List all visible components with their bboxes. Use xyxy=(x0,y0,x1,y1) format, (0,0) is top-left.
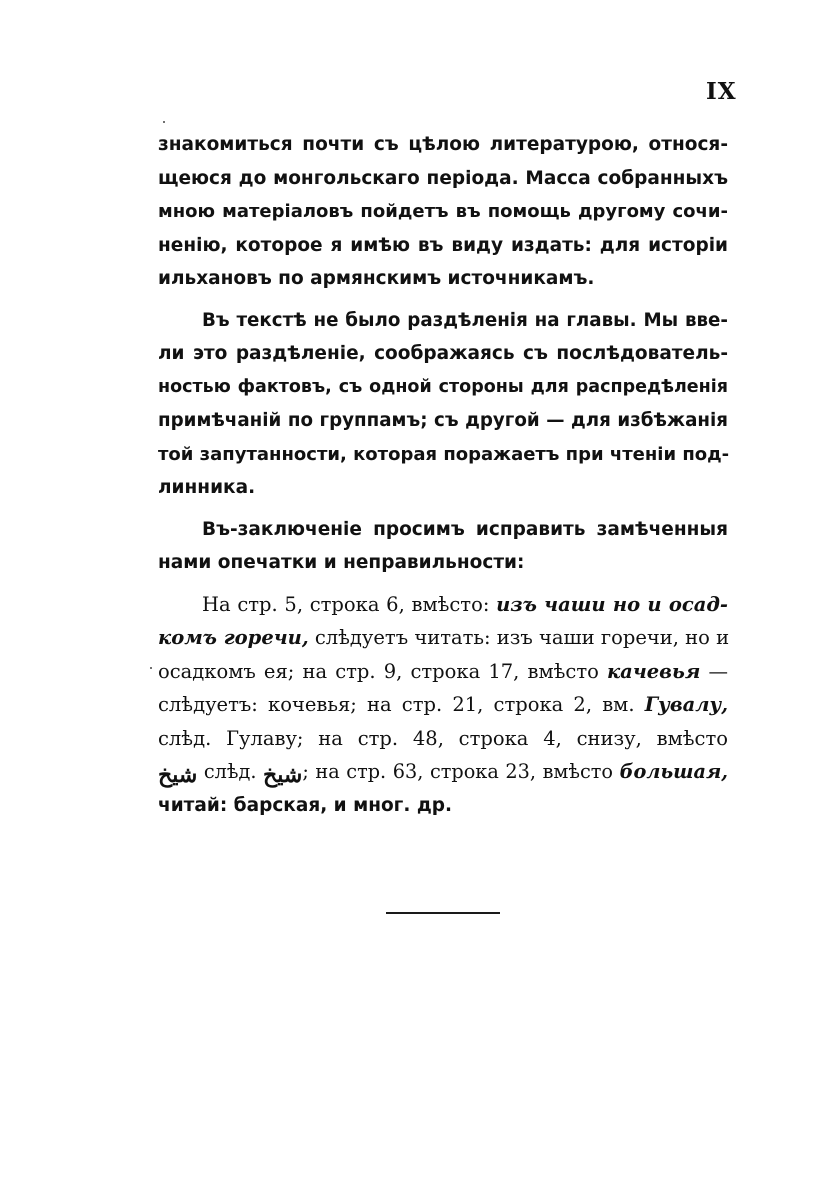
text-line: нами опечатки и неправильности: xyxy=(158,552,525,573)
text-line: линника. xyxy=(158,477,256,498)
text-line: ильхановъ по армянскимъ источникамъ. xyxy=(158,268,595,289)
text-line: знакомиться почти съ цѣлою литературою, относя- xyxy=(158,134,728,155)
text-line: читай: барская, и мног. др. xyxy=(158,794,453,816)
text-run: слѣдуетъ: кочевья; на стр. 21, строка 2, вм. xyxy=(158,693,645,716)
text-line xyxy=(158,755,728,789)
text-run: слѣдуетъ читать: изъ чаши горечи, но и xyxy=(308,626,730,649)
text-run: ; на стр. 63, строка 23, вмѣсто xyxy=(302,760,620,783)
end-rule xyxy=(386,912,500,914)
arabic-word: شيخ xyxy=(158,762,198,788)
paragraph-errata xyxy=(158,588,728,823)
text-line: щеюся до монгольскаго періода. Масса собранныхъ xyxy=(158,167,728,189)
text-line: мною матеріаловъ пойдетъ въ помощь другому сочи- xyxy=(158,201,728,222)
text-line: Въ текстѣ не было раздѣленія на главы. Мы вве- xyxy=(202,309,728,331)
text-line xyxy=(158,655,728,689)
paragraph-1 xyxy=(158,128,728,296)
text-run: слѣд. xyxy=(197,760,264,783)
text-line: той запутанности, которая поражаетъ при чтеніи под- xyxy=(158,443,730,465)
italic-quote: изъ чаши но и осад- xyxy=(496,592,728,616)
text-run: На стр. 5, строка 6, вмѣсто: xyxy=(202,592,497,616)
text-line: примѣчаній по группамъ; съ другой — для избѣжанія xyxy=(158,410,728,431)
text-line xyxy=(158,621,728,655)
text-line: Въ-заключеніе просимъ исправить замѣченныя xyxy=(202,518,728,540)
text-line: ненію, которое я имѣю въ виду издать: для исторіи xyxy=(158,234,728,256)
paragraph-2 xyxy=(158,304,728,505)
text-line: ли это раздѣленіе, соображаясь съ послѣдователь- xyxy=(158,343,728,364)
arabic-word: شيخ xyxy=(263,762,303,788)
paragraph-3 xyxy=(158,513,728,580)
text-line: ностью фактовъ, съ одной стороны для распредѣленія xyxy=(158,376,728,397)
stray-mark xyxy=(163,121,165,123)
italic-quote: комъ горечи, xyxy=(158,626,309,649)
italic-quote: Гувалу, xyxy=(644,693,728,716)
text-line: слѣд. Гулаву; на стр. 48, строка 4, снизу, вмѣсто xyxy=(158,726,728,750)
text-run: — xyxy=(700,659,728,683)
body-text xyxy=(158,128,728,822)
text-line xyxy=(158,588,728,622)
stray-mark xyxy=(150,667,152,669)
text-run: осадкомъ ея; на стр. 9, строка 17, вмѣсто xyxy=(158,659,607,683)
italic-quote: большая, xyxy=(619,760,729,783)
text-line xyxy=(158,688,728,722)
page-number: IX xyxy=(706,78,737,105)
italic-quote: качевья xyxy=(606,659,701,683)
